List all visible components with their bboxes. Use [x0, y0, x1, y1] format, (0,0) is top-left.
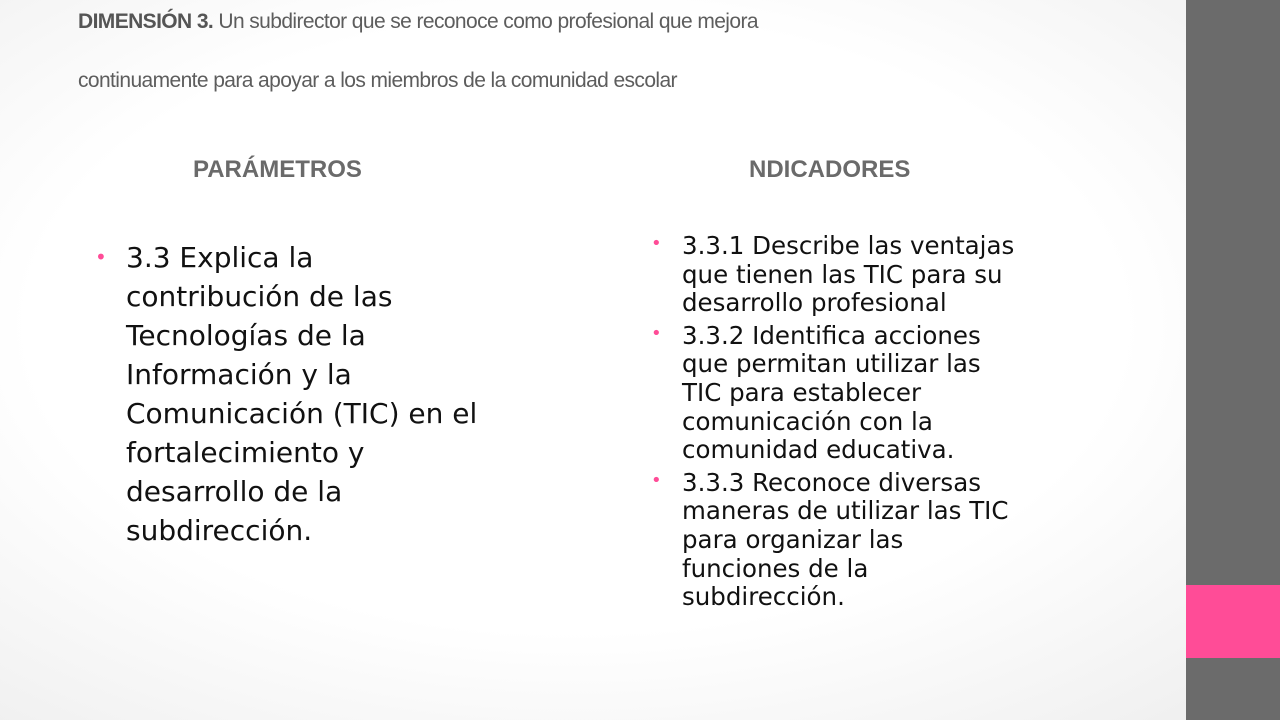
- bullet-icon: •: [651, 233, 662, 254]
- slide-title-line-1: [78, 10, 758, 34]
- indicator-text: 3.3.1 Describe las ventajas que tienen las TIC para su desarrollo profesional: [682, 231, 1015, 318]
- indicator-text: 3.3.2 Identifica acciones que permitan utilizar las TIC para establecer comunicación con la comunidad educativa.: [682, 320, 981, 465]
- parameters-list: [92, 238, 572, 550]
- bullet-icon: •: [95, 245, 107, 269]
- parameters-header: PARÁMETROS: [193, 156, 362, 183]
- title-text-1: Un subdirector que se reconoce como profesional que mejora: [213, 10, 758, 33]
- indicators-header: NDICADORES: [749, 156, 911, 183]
- bullet-icon: •: [651, 322, 662, 344]
- indicator-item: [648, 322, 1168, 465]
- slide-title-line-2: continuamente para apoyar a los miembros de la comunidad escolar: [78, 69, 677, 92]
- indicator-text: 3.3.3 Reconoce diversas maneras de utilizar las TIC para organizar las funciones de la subdirección.: [682, 467, 1009, 612]
- bullet-icon: •: [651, 469, 662, 491]
- indicators-list: [648, 232, 1168, 616]
- parameter-text: 3.3 Explica la contribución de las Tecnologías de la Información y la Comunicación (TIC) en el fortalecimiento y desarrollo de la subdirección.: [126, 241, 478, 547]
- dimension-label: DIMENSIÓN 3.: [78, 10, 214, 33]
- decorative-accent-block: [1186, 585, 1280, 658]
- indicator-item: [648, 469, 1168, 612]
- parameter-item: [92, 238, 572, 550]
- indicator-item: [648, 232, 1168, 318]
